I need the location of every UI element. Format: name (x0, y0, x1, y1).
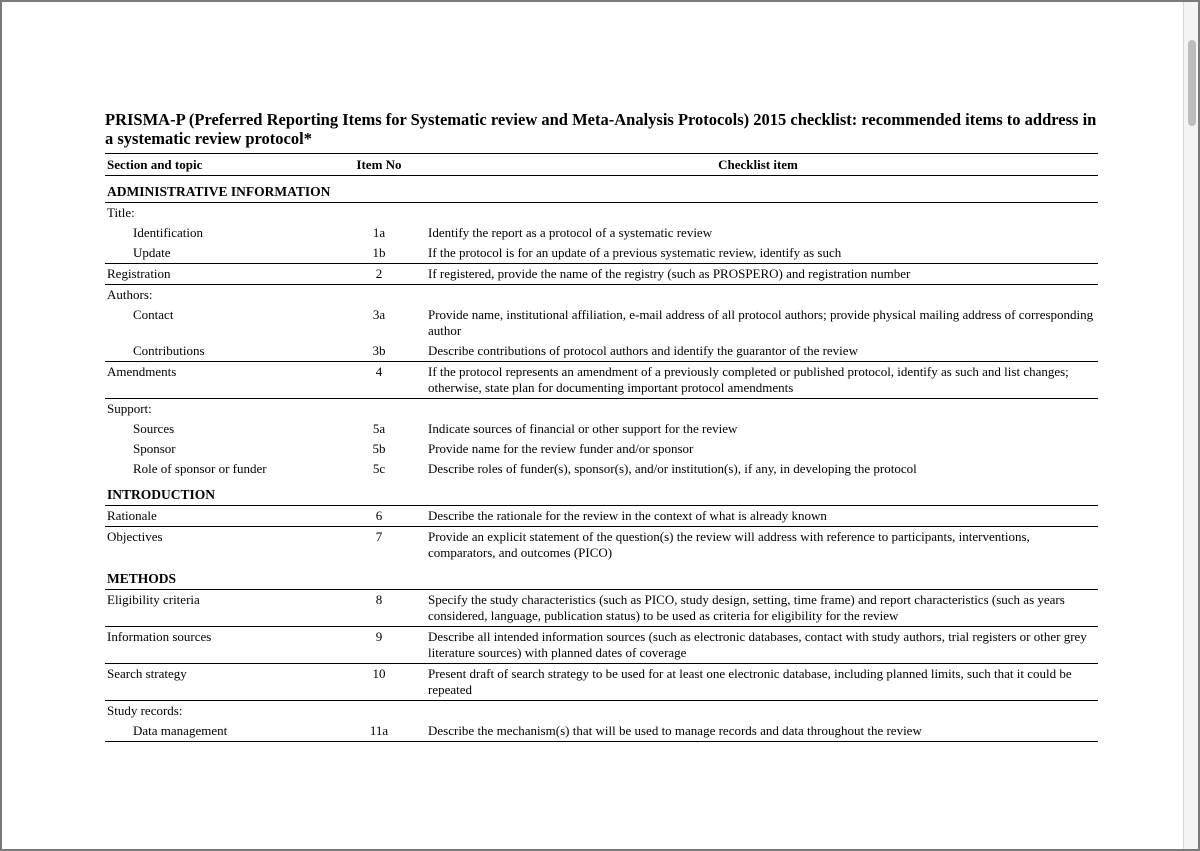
checklist-document (105, 110, 1098, 742)
checklist-item-cell: Describe the rationale for the review in the context of what is already known (418, 506, 1098, 527)
section-heading-row (105, 176, 1098, 203)
group-label: Support: (107, 401, 152, 416)
group-label: Study records: (107, 703, 183, 718)
item-number-cell: 5c (372, 461, 386, 476)
section-heading: METHODS (105, 563, 1098, 590)
table-row (105, 305, 1098, 341)
checklist-item-cell: Identify the report as a protocol of a systematic review (428, 225, 713, 240)
table-row (105, 362, 1098, 399)
topic-cell: Objectives (107, 529, 163, 544)
table-row (105, 664, 1098, 701)
document-title: PRISMA-P (Preferred Reporting Items for Systematic review and Meta-Analysis Protocols) 2015 checklist: recommended items to address in a systematic review protocol* (105, 110, 1097, 148)
topic-cell: Rationale (105, 506, 340, 527)
item-number-cell: 10 (340, 664, 418, 701)
item-number-cell: 3b (340, 341, 418, 362)
checklist-item-cell: Indicate sources of financial or other support for the review (428, 421, 738, 436)
topic-cell: Information sources (105, 627, 340, 664)
topic-cell: Role of sponsor or funder (133, 461, 267, 476)
topic-cell: Data management (105, 721, 340, 742)
item-number-cell: 5b (372, 441, 386, 456)
checklist-item-cell: Present draft of search strategy to be used for at least one electronic database, including planned limits, such that it could be repeated (418, 664, 1098, 701)
item-number-cell: 9 (340, 627, 418, 664)
section-heading-row (105, 479, 1098, 506)
item-number-cell: 3a (372, 307, 386, 322)
table-row (105, 590, 1098, 627)
table-body (105, 176, 1098, 742)
group-label-row (105, 203, 1098, 224)
item-number-cell: 1b (340, 243, 418, 264)
section-heading: INTRODUCTION (105, 479, 1098, 506)
topic-cell: Contributions (105, 341, 340, 362)
table-row (105, 419, 1098, 439)
table-row (105, 506, 1098, 527)
topic-cell: Registration (105, 264, 340, 285)
item-number-cell: 5a (372, 421, 386, 436)
checklist-item-cell: If registered, provide the name of the registry (such as PROSPERO) and registration number (418, 264, 1098, 285)
topic-cell: Eligibility criteria (105, 590, 340, 627)
item-number-cell: 2 (340, 264, 418, 285)
table-header-row (105, 154, 1098, 176)
checklist-item-cell: If the protocol is for an update of a previous systematic review, identify as such (418, 243, 1098, 264)
topic-cell: Search strategy (105, 664, 340, 701)
column-header-item-no: Item No (340, 154, 418, 176)
group-label: Authors: (107, 287, 153, 302)
item-number-cell: 7 (375, 529, 383, 544)
group-label-row (105, 285, 1098, 306)
section-heading-row (105, 563, 1098, 590)
table-row (105, 264, 1098, 285)
topic-cell: Amendments (105, 362, 340, 399)
checklist-item-cell: Describe roles of funder(s), sponsor(s), and/or institution(s), if any, in developing the protocol (428, 461, 917, 476)
topic-cell: Sources (133, 421, 175, 436)
column-header-checklist-item: Checklist item (418, 154, 1098, 176)
item-number-cell: 4 (340, 362, 418, 399)
topic-cell: Identification (133, 225, 204, 240)
topic-cell: Update (105, 243, 340, 264)
table-row (105, 721, 1098, 742)
topic-cell: Contact (133, 307, 174, 322)
checklist-item-cell: If the protocol represents an amendment of a previously completed or published protocol, identify as such and list changes; otherwise, state plan for documenting important protocol amendments (418, 362, 1098, 399)
vertical-scrollbar[interactable] (1183, 2, 1198, 849)
table-row (105, 459, 1098, 479)
group-label: Title: (107, 205, 135, 220)
checklist-item-cell: Provide name for the review funder and/or sponsor (428, 441, 694, 456)
scrollbar-thumb[interactable] (1188, 40, 1196, 126)
section-heading: ADMINISTRATIVE INFORMATION (105, 176, 1098, 203)
item-number-cell: 6 (340, 506, 418, 527)
checklist-item-cell: Describe all intended information sources (such as electronic databases, contact with study authors, trial registers or other grey literature sources) with planned dates of coverage (418, 627, 1098, 664)
topic-cell: Sponsor (133, 441, 176, 456)
group-label-row (105, 701, 1098, 722)
item-number-cell: 11a (340, 721, 418, 742)
checklist-item-cell: Specify the study characteristics (such as PICO, study design, setting, time frame) and report characteristics (such as years considered, language, publication status) to be used as criteria for eligibility for the review (418, 590, 1098, 627)
group-label-row (105, 399, 1098, 420)
table-row (105, 243, 1098, 264)
checklist-item-cell: Provide an explicit statement of the question(s) the review will address with reference to participants, interventions, comparators, and outcomes (PICO) (428, 529, 1030, 560)
table-row (105, 223, 1098, 243)
table-row (105, 627, 1098, 664)
column-header-section: Section and topic (105, 154, 340, 176)
checklist-item-cell: Describe the mechanism(s) that will be used to manage records and data throughout the review (418, 721, 1098, 742)
table-row (105, 341, 1098, 362)
item-number-cell: 1a (372, 225, 386, 240)
table-row (105, 439, 1098, 459)
checklist-item-cell: Describe contributions of protocol authors and identify the guarantor of the review (418, 341, 1098, 362)
item-number-cell: 8 (340, 590, 418, 627)
checklist-table (105, 153, 1098, 742)
table-row (105, 527, 1098, 564)
checklist-item-cell: Provide name, institutional affiliation, e-mail address of all protocol authors; provide physical mailing address of corresponding author (428, 307, 1094, 338)
